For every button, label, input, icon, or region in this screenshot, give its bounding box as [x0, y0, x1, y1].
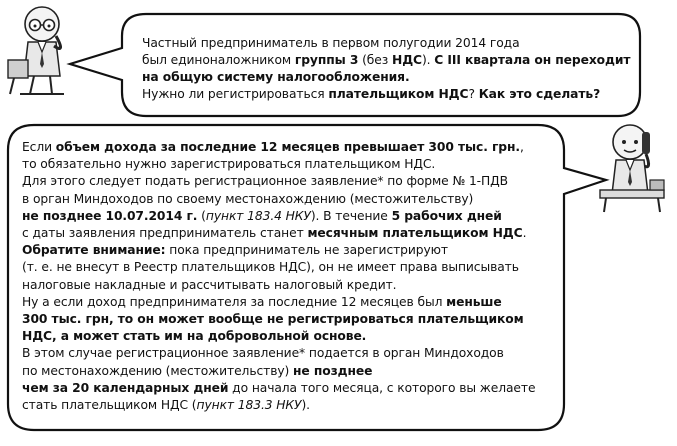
- question-line-2: был единоналожником группы 3 (без НДС). С III квартала он переходит: [142, 53, 631, 67]
- question-text: [142, 35, 631, 103]
- question-line-1: Частный предприниматель в первом полугодии 2014 года: [142, 36, 520, 50]
- answer-line: чем за 20 календарных дней до начала того месяца, с которого вы желаете: [22, 380, 536, 395]
- answer-text: [22, 139, 562, 414]
- answer-line: по местонахождению (местожительству) не позднее: [22, 363, 373, 378]
- answer-line: Ну а если доход предпринимателя за последние 12 месяцев был меньше: [22, 294, 502, 309]
- answer-line: в орган Миндоходов по своему местонахождению (местожительству): [22, 191, 474, 206]
- answer-line: не позднее 10.07.2014 г. (пункт 183.4 НКУ). В течение 5 рабочих дней: [22, 208, 502, 223]
- answer-line: НДС, а может стать им на добровольной основе.: [22, 329, 367, 344]
- answer-line: 300 тыс. грн, то он может вообще не регистрироваться плательщиком: [22, 312, 524, 327]
- answer-line: то обязательно нужно зарегистрироваться плательщиком НДС.: [22, 157, 436, 172]
- answer-line: (т. е. не внесут в Реестр плательщиков НДС), он не имеет права выписывать: [22, 260, 519, 275]
- answer-line: стать плательщиком НДС (пункт 183.3 НКУ).: [22, 398, 310, 413]
- answer-line: В этом случае регистрационное заявление* подается в орган Миндоходов: [22, 346, 504, 361]
- answer-line: Обратите внимание: пока предприниматель не зарегистрируют: [22, 243, 448, 258]
- answer-line: налоговые накладные и рассчитывать налоговый кредит.: [22, 277, 397, 292]
- answer-line: Для этого следует подать регистрационное заявление* по форме № 1-ПДВ: [22, 174, 508, 189]
- thinking-figure-icon: [0, 2, 80, 97]
- phone-figure-icon: [590, 118, 675, 213]
- question-line-3: на общую систему налогообложения.: [142, 70, 410, 84]
- question-line-4: Нужно ли регистрироваться плательщиком НДС? Как это сделать?: [142, 87, 601, 101]
- answer-line: с даты заявления предприниматель станет месячным плательщиком НДС.: [22, 226, 527, 241]
- answer-line: Если объем дохода за последние 12 месяцев превышает 300 тыс. грн.,: [22, 140, 524, 154]
